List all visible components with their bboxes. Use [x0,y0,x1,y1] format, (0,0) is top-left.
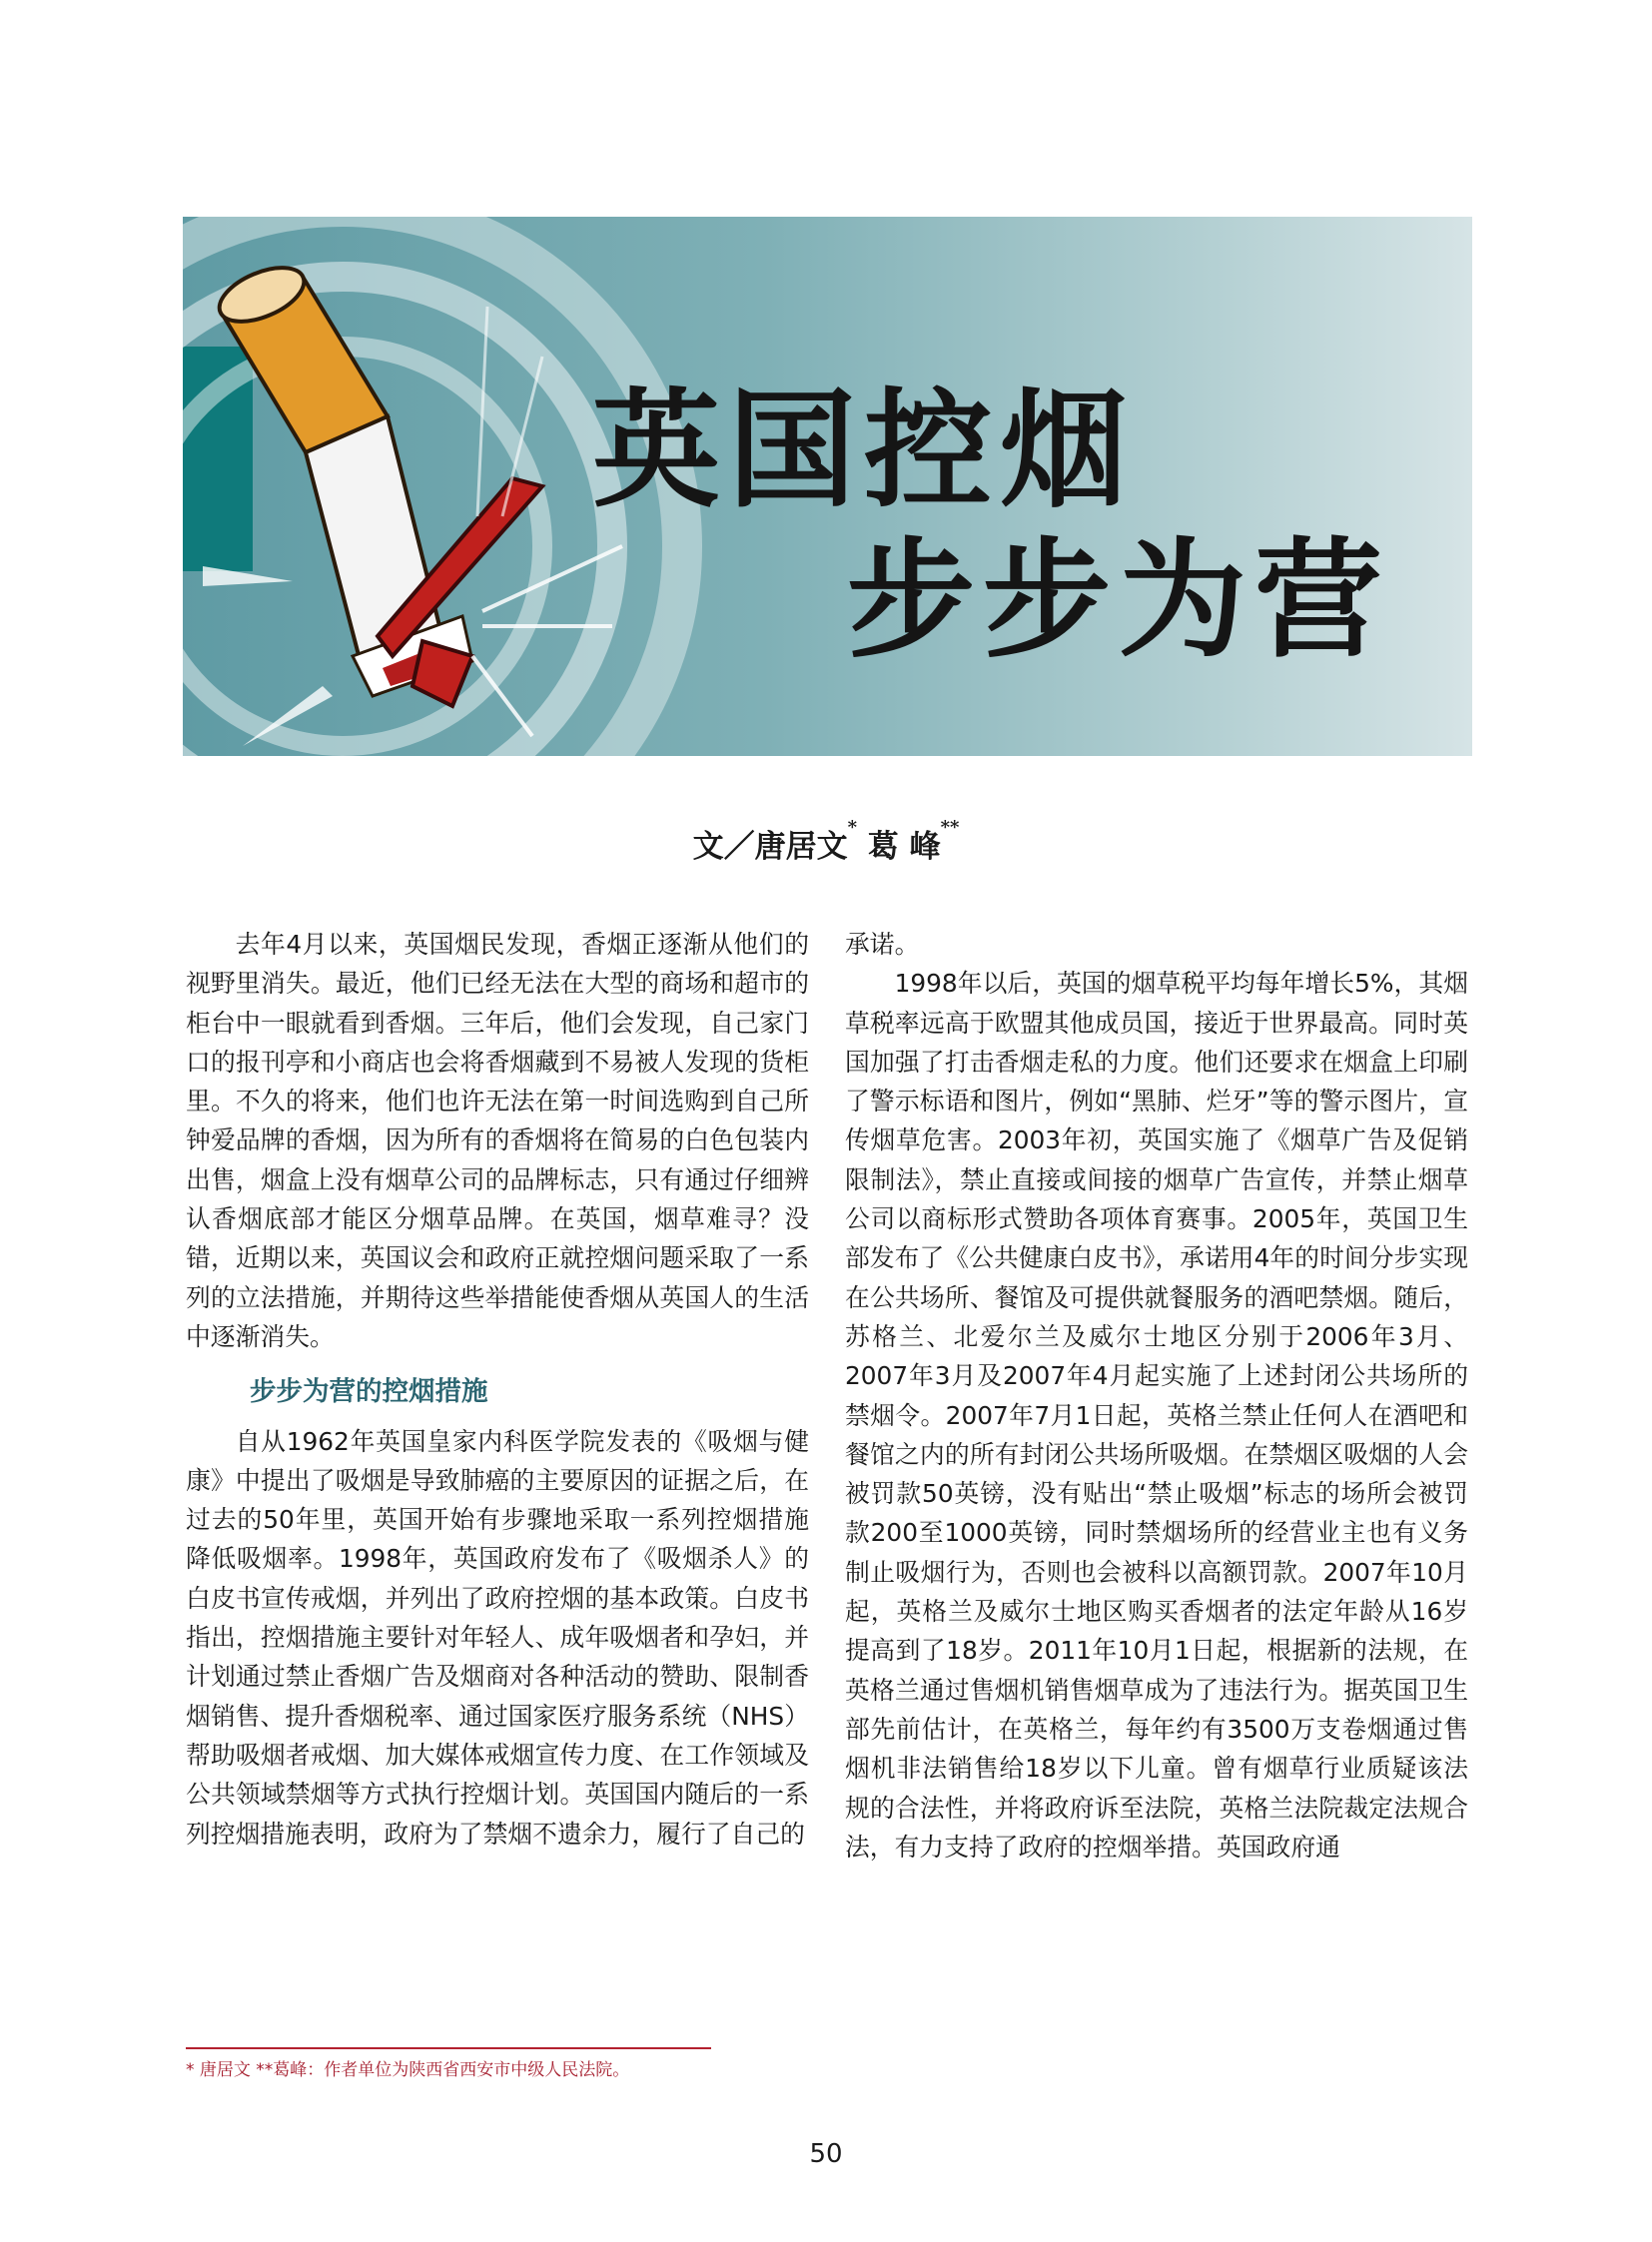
byline [0,817,1652,866]
byline-author1: 文／唐居文 [692,829,848,865]
banner-title-line2: 步步为营 [847,526,1391,675]
page-number: 50 [809,2139,843,2169]
carry-over-text: 承诺。 [845,930,920,959]
footnote-rule [186,2047,711,2049]
intro-paragraph: 去年4月以来，英国烟民发现，香烟正逐渐从他们的视野里消失。最近，他们已经无法在大型的商场和超市的柜台中一眼就看到香烟。三年后，他们会发现，自己家门口的报刊亭和小商店也会将香烟藏到不易被人发现的货柜里。不久的将来，他们也许无法在第一时间选购到自己所钟爱品牌的香烟，因为所有的香烟将在简易的白色包装内出售，烟盒上没有烟草公司的品牌标志，只有通过仔细辨认香烟底部才能区分烟草品牌。在英国，烟草难寻？没错，近期以来，英国议会和政府正就控烟问题采取了一系列的立法措施，并期待这些举措能使香烟从英国人的生活中逐渐消失。 [186,930,809,1351]
banner-title-line1: 英国控烟 [592,376,1137,525]
left-column [186,925,809,1854]
body-paragraph-2: 自从1962年英国皇家内科医学院发表的《吸烟与健康》中提出了吸烟是导致肺癌的主要原因的证据之后，在过去的50年里，英国开始有步骤地采取一系列控烟措施降低吸烟率。1998年，英国政府发布了《吸烟杀人》的白皮书宣传戒烟，并列出了政府控烟的基本政策。白皮书指出，控烟措施主要针对年轻人、成年吸烟者和孕妇，并计划通过禁止香烟广告及烟商对各种活动的赞助、限制香烟销售、提升香烟税率、通过国家医疗服务系统（NHS）帮助吸烟者戒烟、加大媒体戒烟宣传力度、在工作领域及公共领域禁烟等方式执行控烟计划。英国国内随后的一系列控烟措施表明，政府为了禁烟不遗余力，履行了自己的 [186,1426,809,1849]
byline-author2: 葛 峰 [867,829,941,865]
body-paragraph-3: 1998年以后，英国的烟草税平均每年增长5%，其烟草税率远高于欧盟其他成员国，接近于世界最高。同时英国加强了打击香烟走私的力度。他们还要求在烟盒上印刷了警示标语和图片，例如“黑肺、烂牙”等的警示图片，宣传烟草危害。2003年初，英国实施了《烟草广告及促销限制法》，禁止直接或间接的烟草广告宣传，并禁止烟草公司以商标形式赞助各项体育赛事。2005年，英国卫生部发布了《公共健康白皮书》，承诺用4年的时间分步实现在公共场所、餐馆及可提供就餐服务的酒吧禁烟。随后，苏格兰、北爱尔兰及威尔士地区分别于2006年3月、2007年3月及2007年4月起实施了上述封闭公共场所的禁烟令。2007年7月1日起，英格兰禁止任何人在酒吧和餐馆之内的所有封闭公共场所吸烟。在禁烟区吸烟的人会被罚款50英镑，没有贴出“禁止吸烟”标志的场所会被罚款200至1000英镑，同时禁烟场所的经营业主也有义务制止吸烟行为，否则也会被科以高额罚款。2007年10月起，英格兰及威尔士地区购买香烟者的法定年龄从16岁提高到了18岁。2011年10月1日起，根据新的法规，在英格兰通过售烟机销售烟草成为了违法行为。据英国卫生部先前估计，在英格兰，每年约有3500万支卷烟通过售烟机非法销售给18岁以下儿童。曾有烟草行业质疑该法规的合法性，并将政府诉至法院，英格兰法院裁定法规合法，有力支持了政府的控烟举措。英国政府通 [845,969,1468,1862]
byline-mark1: * [847,817,857,838]
byline-mark2: ** [940,817,960,838]
right-column [845,925,1468,1867]
section-heading: 步步为营的控烟措施 [250,1376,488,1408]
title-banner [183,217,1472,756]
footnote: * 唐居文 **葛峰：作者单位为陕西省西安市中级人民法院。 [186,2060,630,2080]
